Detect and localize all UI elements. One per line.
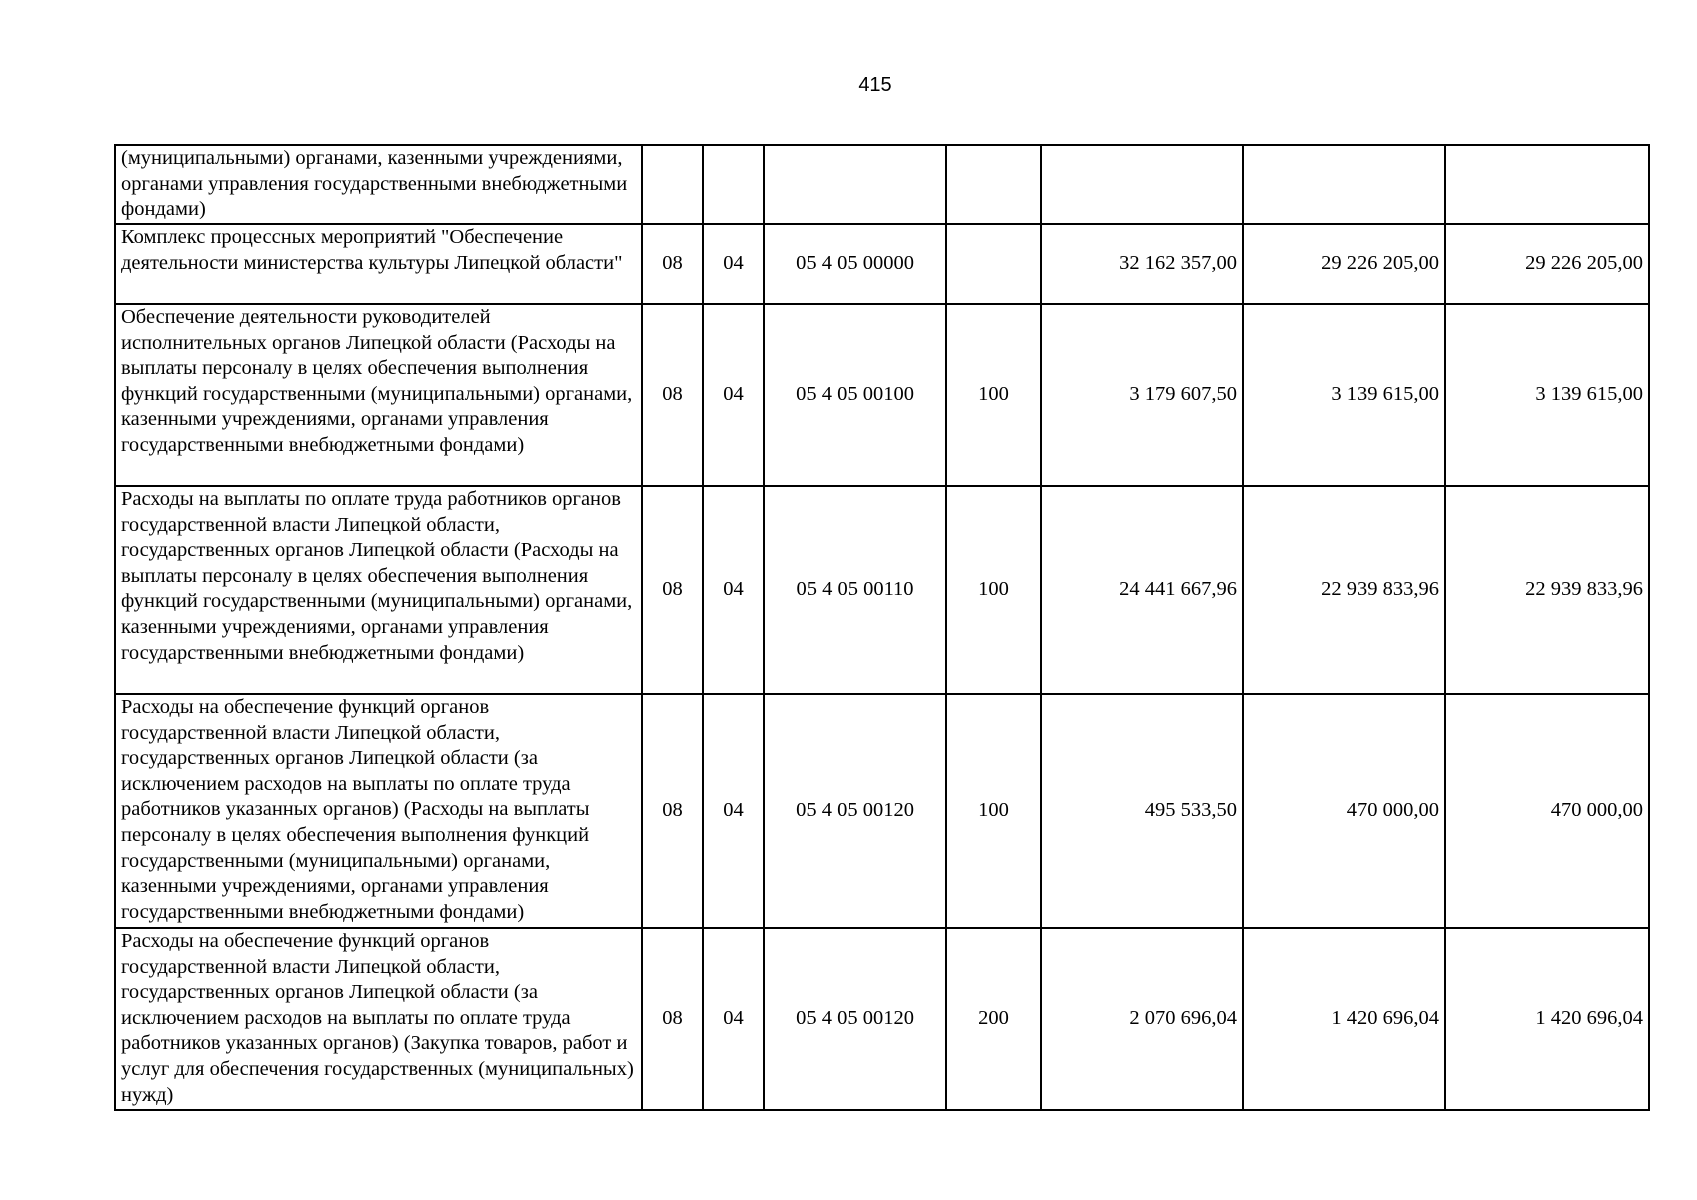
table-row (115, 304, 1649, 486)
row-name-cell: Расходы на выплаты по оплате труда работников органов государственной власти Липецкой области, государственных органов Липецкой области (Расходы на выплаты персоналу в целях обеспечения выполнения функций государственными (муниципальными) органами, казенными учреждениями, органами управления государственными внебюджетными фондами) (115, 486, 642, 694)
sum-year1-cell: 24 441 667,96 (1041, 486, 1243, 694)
sum-year1-cell: 2 070 696,04 (1041, 928, 1243, 1110)
pr-cell (703, 145, 764, 224)
budget-table (114, 144, 1650, 1111)
pr-cell: 04 (703, 486, 764, 694)
sum-year2-cell: 470 000,00 (1243, 694, 1445, 928)
vr-cell: 200 (946, 928, 1041, 1110)
vr-cell: 100 (946, 486, 1041, 694)
sum-year2-cell: 3 139 615,00 (1243, 304, 1445, 486)
table-row (115, 694, 1649, 928)
sum-year2-cell (1243, 145, 1445, 224)
vr-cell: 100 (946, 304, 1041, 486)
rz-cell: 08 (642, 224, 703, 304)
csr-cell: 05 4 05 00000 (764, 224, 946, 304)
sum-year1-cell (1041, 145, 1243, 224)
vr-cell: 100 (946, 694, 1041, 928)
sum-year3-cell: 3 139 615,00 (1445, 304, 1649, 486)
table-row (115, 145, 1649, 224)
rz-cell: 08 (642, 694, 703, 928)
sum-year1-cell: 3 179 607,50 (1041, 304, 1243, 486)
row-name-cell: Расходы на обеспечение функций органов государственной власти Липецкой области, государственных органов Липецкой области (за исключением расходов на выплаты по оплате труда работников указанных органов) (Расходы на выплаты персоналу в целях обеспечения выполнения функций государственными (муниципальными) органами, казенными учреждениями, органами управления государственными внебюджетными фондами) (115, 694, 642, 928)
sum-year3-cell: 29 226 205,00 (1445, 224, 1649, 304)
sum-year3-cell: 1 420 696,04 (1445, 928, 1649, 1110)
rz-cell: 08 (642, 486, 703, 694)
sum-year2-cell: 22 939 833,96 (1243, 486, 1445, 694)
row-name-cell: Расходы на обеспечение функций органов государственной власти Липецкой области, государственных органов Липецкой области (за исключением расходов на выплаты по оплате труда работников указанных органов) (Закупка товаров, работ и услуг для обеспечения государственных (муниципальных) нужд) (115, 928, 642, 1110)
sum-year1-cell: 495 533,50 (1041, 694, 1243, 928)
rz-cell: 08 (642, 304, 703, 486)
sum-year3-cell (1445, 145, 1649, 224)
table-row (115, 224, 1649, 304)
pr-cell: 04 (703, 694, 764, 928)
row-name-cell: Обеспечение деятельности руководителей исполнительных органов Липецкой области (Расходы на выплаты персоналу в целях обеспечения выполнения функций государственными (муниципальными) органами, казенными учреждениями, органами управления государственными внебюджетными фондами) (115, 304, 642, 486)
page-number: 415 (858, 74, 892, 96)
table-row (115, 928, 1649, 1110)
csr-cell: 05 4 05 00120 (764, 928, 946, 1110)
csr-cell: 05 4 05 00120 (764, 694, 946, 928)
row-name-cell: Комплекс процессных мероприятий "Обеспечение деятельности министерства культуры Липецкой области" (115, 224, 642, 304)
csr-cell: 05 4 05 00110 (764, 486, 946, 694)
pr-cell: 04 (703, 304, 764, 486)
sum-year2-cell: 1 420 696,04 (1243, 928, 1445, 1110)
csr-cell: 05 4 05 00100 (764, 304, 946, 486)
pr-cell: 04 (703, 224, 764, 304)
sum-year3-cell: 470 000,00 (1445, 694, 1649, 928)
rz-cell: 08 (642, 928, 703, 1110)
row-name-cell: (муниципальными) органами, казенными учреждениями, органами управления государственными внебюджетными фондами) (115, 145, 642, 224)
csr-cell (764, 145, 946, 224)
sum-year2-cell: 29 226 205,00 (1243, 224, 1445, 304)
vr-cell (946, 145, 1041, 224)
rz-cell (642, 145, 703, 224)
sum-year1-cell: 32 162 357,00 (1041, 224, 1243, 304)
pr-cell: 04 (703, 928, 764, 1110)
vr-cell (946, 224, 1041, 304)
table-row (115, 486, 1649, 694)
sum-year3-cell: 22 939 833,96 (1445, 486, 1649, 694)
